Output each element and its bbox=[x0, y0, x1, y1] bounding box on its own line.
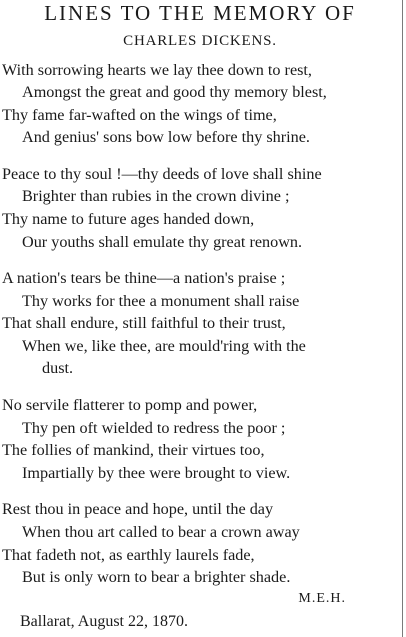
poem-line: With sorrowing hearts we lay thee down to rest, bbox=[2, 61, 312, 79]
poem-line: The follies of mankind, their virtues too, bbox=[2, 441, 265, 459]
poem-line: And genius' sons bow low before thy shrine. bbox=[22, 128, 310, 146]
poem-line: Amongst the great and good thy memory blest, bbox=[22, 83, 327, 101]
poem-line: Thy pen oft wielded to redress the poor ; bbox=[22, 419, 286, 437]
poem-line: Thy fame far-wafted on the wings of time, bbox=[2, 106, 277, 124]
poem-line: That fadeth not, as earthly laurels fade, bbox=[2, 546, 255, 564]
poem-line: Impartially by thee were brought to view. bbox=[22, 464, 291, 482]
poem-line: No servile flatterer to pomp and power, bbox=[2, 396, 258, 414]
poem-line: That shall endure, still faithful to their trust, bbox=[2, 314, 286, 332]
poem-line: But is only worn to bear a brighter shade. bbox=[22, 568, 291, 586]
poem-line: Thy name to future ages handed down, bbox=[2, 210, 255, 228]
poem-line: Peace to thy soul !—thy deeds of love shall shine bbox=[2, 165, 322, 183]
author-signature: M.E.H. bbox=[298, 591, 346, 606]
poem-subtitle: CHARLES DICKENS. bbox=[123, 33, 277, 49]
poem-line: When we, like thee, are mould'ring with the bbox=[22, 337, 306, 355]
poem-line: Brighter than rubies in the crown divine ; bbox=[22, 187, 290, 205]
poem-line: Our youths shall emulate thy great renown. bbox=[22, 233, 303, 251]
poem-line: Rest thou in peace and hope, until the day bbox=[2, 500, 274, 518]
poem-line: Thy works for thee a monument shall raise bbox=[22, 292, 300, 310]
dateline: Ballarat, August 22, 1870. bbox=[20, 613, 188, 630]
poem-line: When thou art called to bear a crown away bbox=[22, 523, 300, 541]
poem-line: dust. bbox=[42, 359, 74, 377]
poem-line: A nation's tears be thine—a nation's praise ; bbox=[2, 269, 286, 287]
column-rule bbox=[402, 0, 403, 637]
poem-title: LINES TO THE MEMORY OF bbox=[44, 1, 356, 25]
